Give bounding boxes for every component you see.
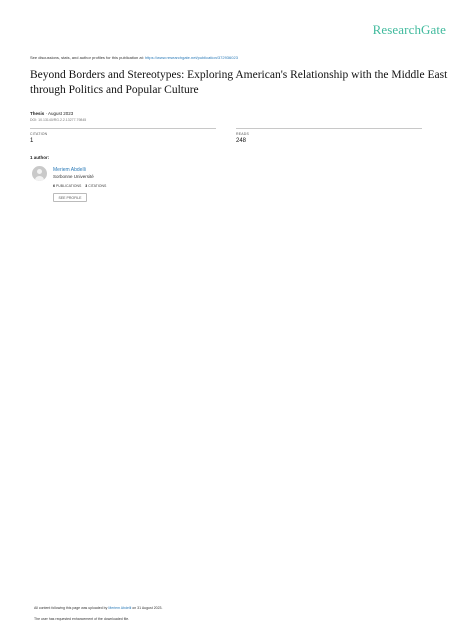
reads-value: 248 (236, 138, 247, 144)
publication-type: Thesis (30, 111, 45, 116)
publication-title: Beyond Borders and Stereotypes: Exploring American's Relationship with the Middle East through Politics and Popular Culture (30, 69, 448, 96)
avatar-body-shape (35, 176, 44, 181)
publication-doi: DOI: 10.13140/RG.2.2.13277.79845 (30, 118, 87, 122)
avatar-head-shape (37, 169, 42, 174)
author-citations-label: CITATIONS (88, 184, 107, 188)
publication-link[interactable]: https://www.researchgate.net/publication/372936023 (144, 55, 238, 60)
author-stats (53, 184, 106, 188)
divider-right (236, 128, 422, 129)
author-institution: Sorbonne Université (53, 174, 94, 179)
author-publications-label: PUBLICATIONS (55, 184, 82, 188)
upload-notice-prefix: All content following this page was uploaded by (34, 606, 108, 610)
citations-label: CITATION (30, 132, 48, 136)
avatar[interactable] (32, 166, 47, 181)
researchgate-logo[interactable]: ResearchGate (372, 22, 446, 37)
publication-meta (30, 111, 73, 116)
upload-notice-suffix: on 31 August 2023. (132, 606, 163, 610)
author-publications-count: 6 (53, 184, 55, 188)
publication-date: · August 2023 (45, 111, 74, 116)
upload-notice (34, 606, 162, 610)
author-name[interactable]: Meriem Abdelli (53, 167, 86, 173)
reads-label: READS (236, 132, 250, 136)
authors-heading: 1 author: (30, 155, 50, 160)
citations-value: 1 (30, 138, 34, 144)
publication-notice (30, 55, 238, 60)
author-citations-count: 3 (85, 184, 88, 188)
divider-left (30, 128, 216, 129)
see-profile-button[interactable]: SEE PROFILE (53, 193, 87, 202)
enhancement-notice: The user has requested enhancement of the downloaded file. (34, 617, 130, 621)
upload-author-link[interactable]: Meriem Abdelli (108, 606, 132, 610)
notice-prefix: See discussions, stats, and author profiles for this publication at: (30, 55, 144, 60)
